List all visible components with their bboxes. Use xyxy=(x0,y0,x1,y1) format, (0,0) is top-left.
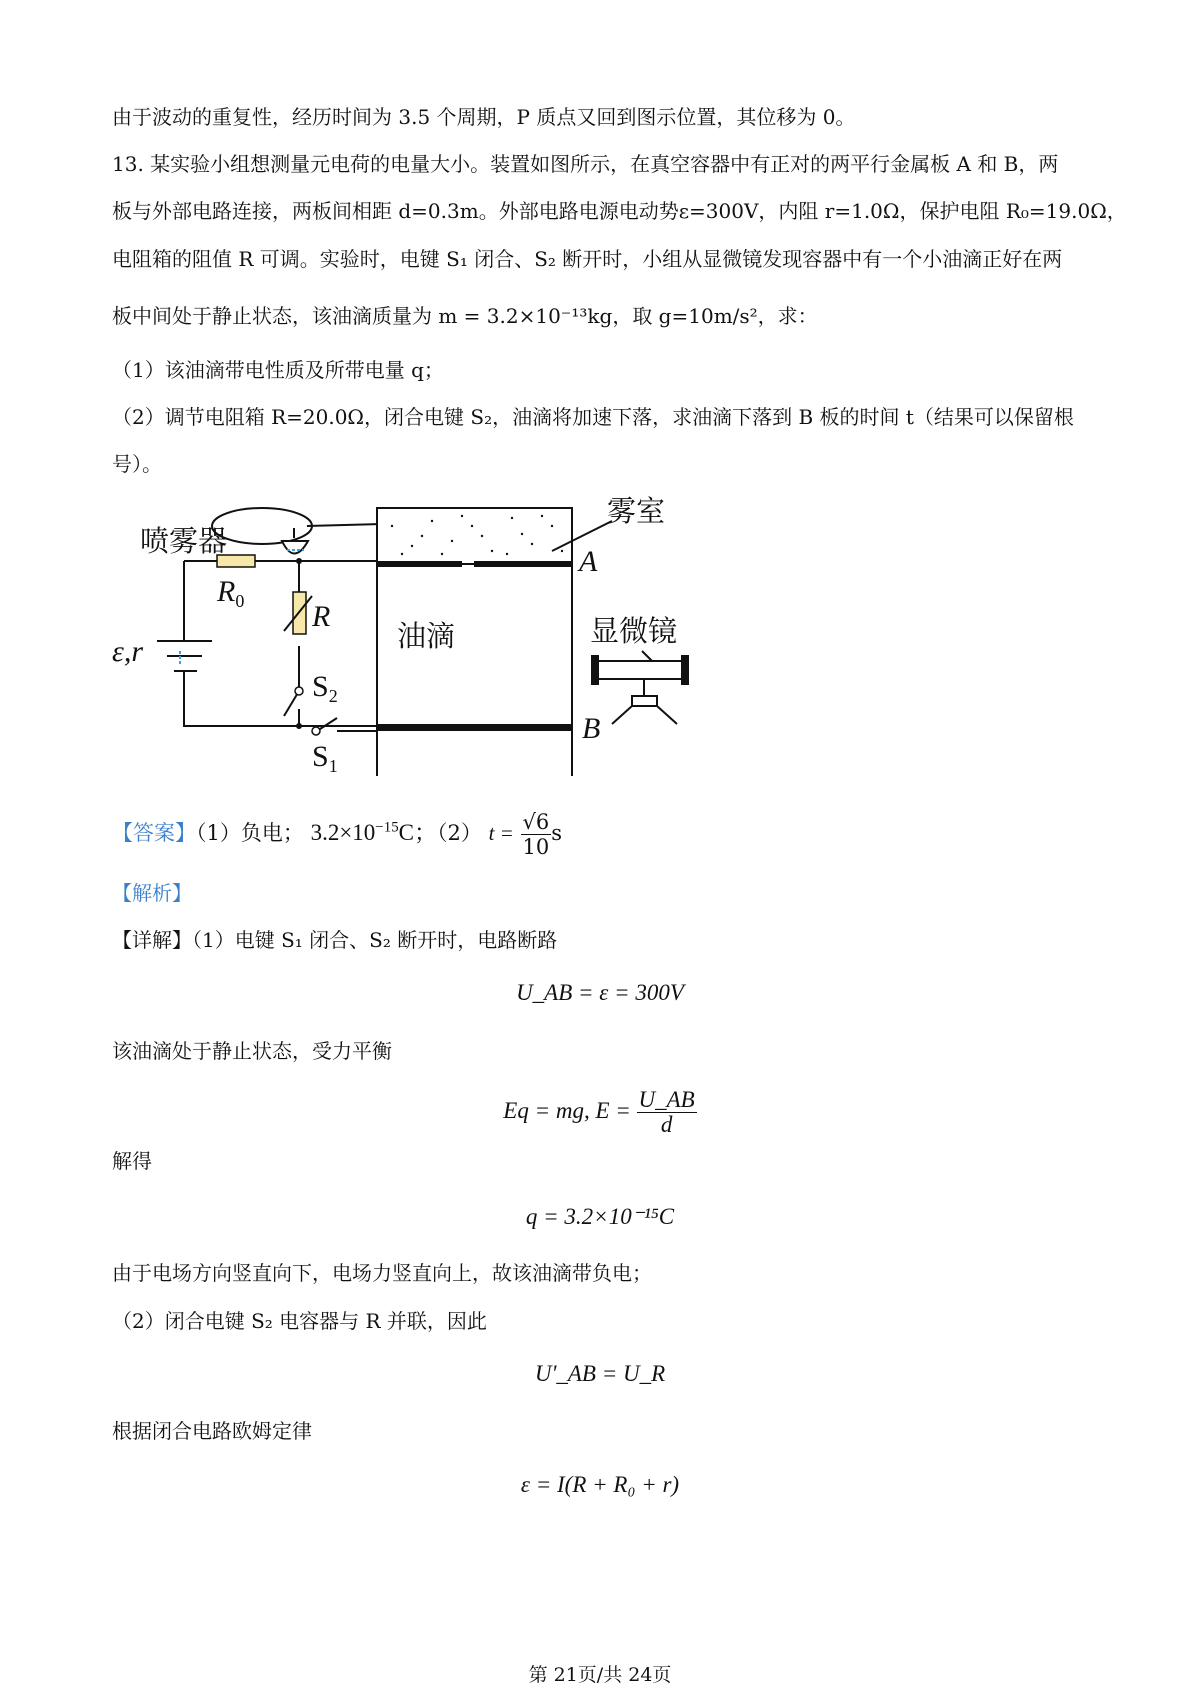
text-solve: 解得 xyxy=(112,1149,152,1173)
question-13-line: 板中间处于静止状态，该油滴质量为 m = 3.2×10⁻¹³kg，取 g=10m/s²，求： xyxy=(112,304,818,328)
detail-line: 【详解】（1）电键 S₁ 闭合、S₂ 断开时，电路断路 xyxy=(112,928,558,952)
question-13-line: 板与外部电路连接，两板间相距 d=0.3m。外部电路电源电动势ε=300V，内阻 r=1.0Ω，保护电阻 R₀=19.0Ω， xyxy=(112,199,1127,223)
label-plate-a: A xyxy=(579,545,598,578)
label-microscope: 显微镜 xyxy=(590,614,678,648)
answer-part-2: （2） xyxy=(437,821,482,845)
answer-charge: $3.2\times 10^{-15}C$； xyxy=(310,819,438,845)
question-13-line: 电阻箱的阻值 R 可调。实验时，电键 S₁ 闭合、S₂ 断开时，小组从显微镜发现容器中有一个小油滴正好在两 xyxy=(112,247,1063,271)
label-plate-b: B xyxy=(582,712,601,745)
analysis-tag: 【解析】 xyxy=(112,881,192,905)
label-r: R xyxy=(312,600,331,633)
text-ohm-law: 根据闭合电路欧姆定律 xyxy=(112,1419,312,1443)
text-balance: 该油滴处于静止状态，受力平衡 xyxy=(112,1039,392,1063)
answer-part-1: （1）负电； xyxy=(196,821,304,845)
equation-2: Eq = mg, E = $\frac{U\_AB}{d}$ xyxy=(503,1087,695,1137)
question-13: 13. 某实验小组想测量元电荷的电量大小。装置如图所示，在真空容器中有正对的两平行金属板 A 和 B，两 xyxy=(112,152,1059,176)
equation-5: ε = I(R + R₀ + r) xyxy=(520,1472,680,1497)
equation-3: q = 3.2×10⁻¹⁵C xyxy=(525,1204,675,1229)
answer xyxy=(112,810,562,859)
sub-question-1: （1）该油滴带电性质及所带电量 q； xyxy=(112,358,444,382)
answer-tag: 【答案】 xyxy=(112,821,196,845)
label-sprayer: 喷雾器 xyxy=(140,524,228,558)
text-line: 由于波动的重复性，经历时间为 3.5 个周期，P 质点又回到图示位置，其位移为 0。 xyxy=(112,105,856,129)
page-footer: 第 21页/共 24页 xyxy=(528,1664,672,1686)
answer-unit: s xyxy=(551,821,563,845)
label-s1: $S_1$ xyxy=(312,740,338,776)
equation-4: U'_AB = U_R xyxy=(534,1361,666,1386)
answer-t: t = xyxy=(488,821,514,845)
answer-fraction: $\frac{√6}{10}$ xyxy=(522,810,550,859)
text-conclusion: 由于电场方向竖直向下，电场力竖直向上，故该油滴带负电； xyxy=(112,1261,652,1285)
label-s2: $S_2$ xyxy=(312,670,338,706)
text-part-2: （2）闭合电键 S₂ 电容器与 R 并联，因此 xyxy=(112,1309,487,1333)
label-source: ε,r xyxy=(112,635,143,668)
label-r0: $R_0$ xyxy=(217,575,245,611)
sub-question-2-line: 号）。 xyxy=(112,452,162,476)
label-oil-drop: 油滴 xyxy=(397,619,456,653)
sub-question-2: （2）调节电阻箱 R=20.0Ω，闭合电键 S₂，油滴将加速下落，求油滴下落到 B 板的时间 t（结果可以保留根 xyxy=(112,405,1074,429)
equation-1: U_AB = ε = 300V xyxy=(516,980,684,1005)
circuit-diagram xyxy=(112,496,712,776)
label-fog-chamber: 雾室 xyxy=(607,496,666,528)
